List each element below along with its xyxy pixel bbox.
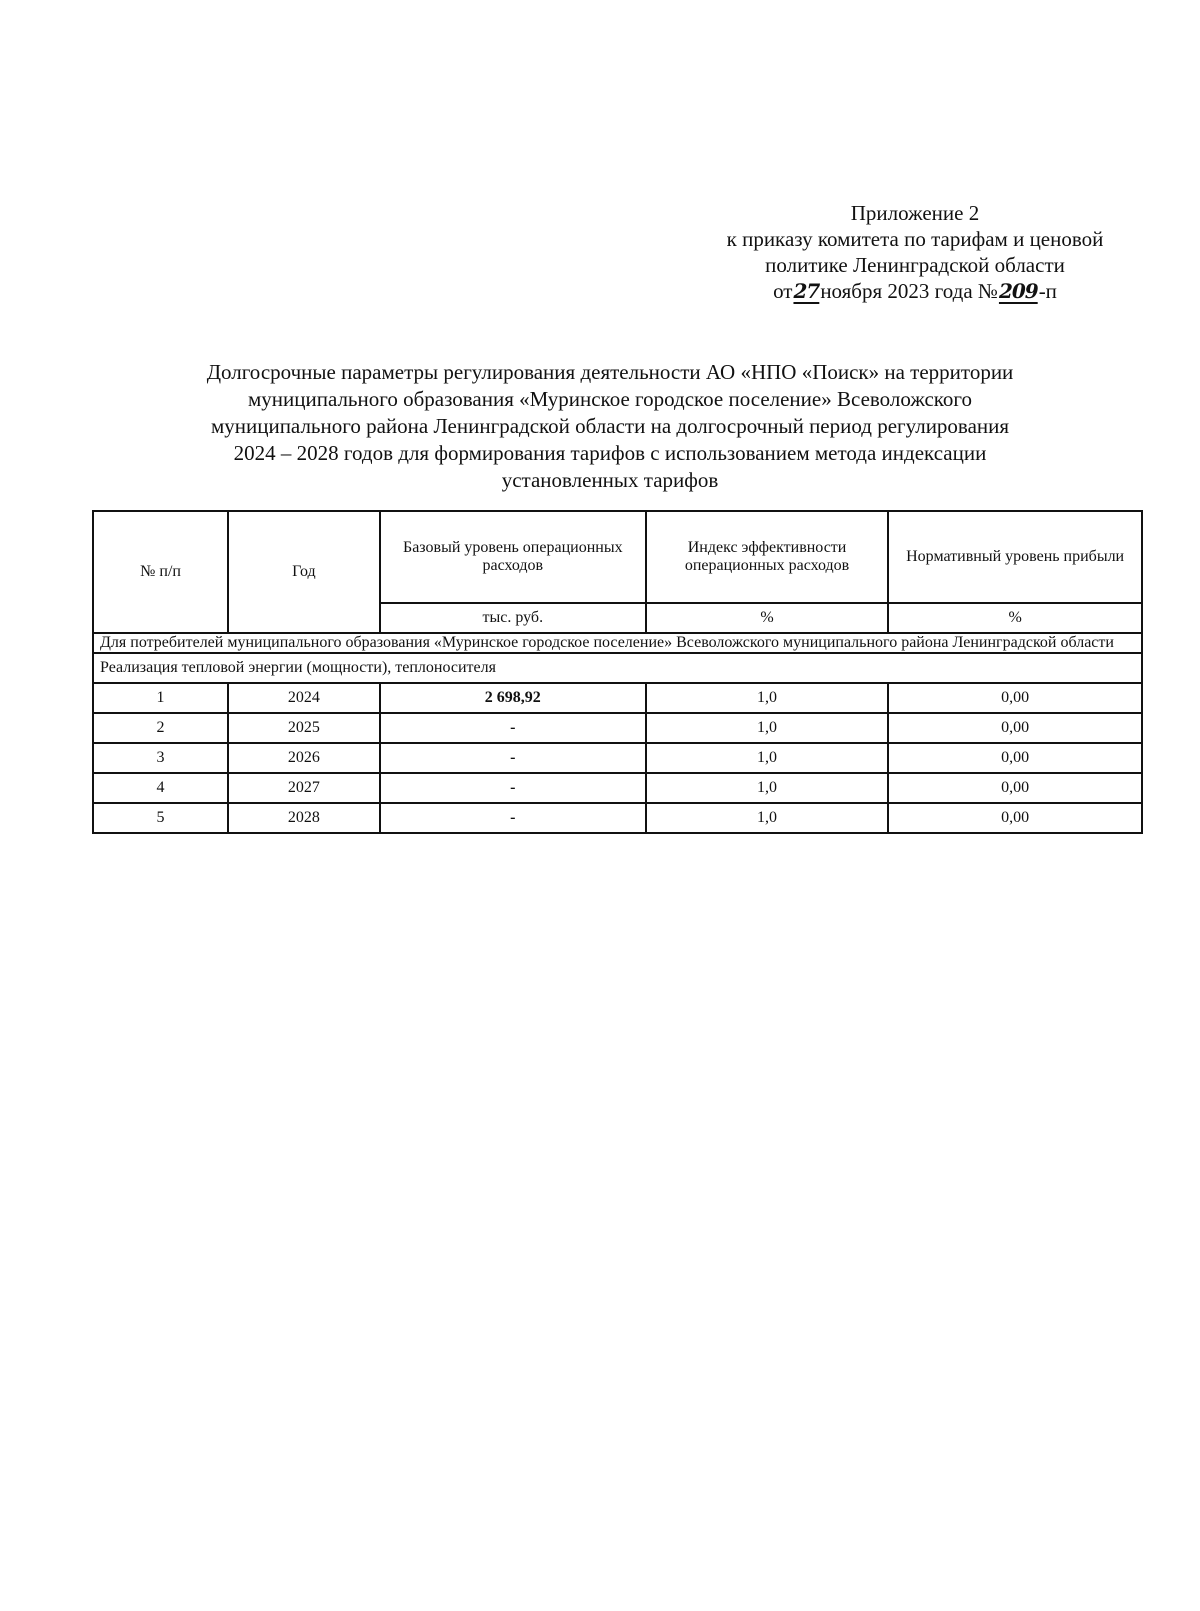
- header-year: Год: [228, 511, 380, 633]
- table-row: [93, 743, 1142, 773]
- cell-profit-level: 0,00: [888, 713, 1142, 743]
- document-title: [150, 359, 1070, 494]
- handwritten-order-number: 209: [998, 279, 1038, 303]
- date-middle: ноября 2023 года №: [820, 279, 998, 303]
- header-num: № п/п: [93, 511, 228, 633]
- appendix-order-line: к приказу комитета по тарифам и ценовой: [726, 227, 1104, 251]
- table-header-row: [93, 511, 1142, 603]
- cell-base-level: -: [380, 713, 646, 743]
- appendix-block: [690, 200, 1140, 304]
- cell-base-level: -: [380, 743, 646, 773]
- cell-year: 2025: [228, 713, 380, 743]
- cell-profit-level: 0,00: [888, 803, 1142, 833]
- cell-efficiency-index: 1,0: [646, 773, 888, 803]
- table-row: [93, 803, 1142, 833]
- date-prefix: от: [773, 279, 793, 303]
- cell-base-level: -: [380, 803, 646, 833]
- cell-efficiency-index: 1,0: [646, 743, 888, 773]
- unit-base: тыс. руб.: [380, 603, 646, 633]
- appendix-title: Приложение 2: [850, 201, 980, 225]
- cell-profit-level: 0,00: [888, 773, 1142, 803]
- header-base-level: Базовый уровень операционных расходов: [380, 511, 646, 603]
- group-consumers-text: Для потребителей муниципального образования «Муринское городское поселение» Всеволожского муниципального района Ленинградской области: [93, 633, 1142, 653]
- group-row-service: [93, 653, 1142, 683]
- appendix-committee-line: политике Ленинградской области: [765, 253, 1065, 277]
- cell-profit-level: 0,00: [888, 683, 1142, 713]
- title-line: Долгосрочные параметры регулирования деятельности АО «НПО «Поиск» на территории: [206, 360, 1014, 384]
- cell-efficiency-index: 1,0: [646, 713, 888, 743]
- title-line: муниципального образования «Муринское городское поселение» Всеволожского: [247, 387, 973, 411]
- header-efficiency-index: Индекс эффективности операционных расходов: [646, 511, 888, 603]
- cell-num: 3: [93, 743, 228, 773]
- cell-num: 5: [93, 803, 228, 833]
- group-service-text: Реализация тепловой энергии (мощности), теплоносителя: [93, 653, 1142, 683]
- cell-efficiency-index: 1,0: [646, 803, 888, 833]
- unit-profit: %: [888, 603, 1142, 633]
- handwritten-day: 27: [793, 279, 820, 303]
- title-line: установленных тарифов: [501, 468, 719, 492]
- cell-base-level: -: [380, 773, 646, 803]
- title-line: 2024 – 2028 годов для формирования тарифов с использованием метода индексации: [233, 441, 987, 465]
- header-profit-level: Нормативный уровень прибыли: [888, 511, 1142, 603]
- cell-profit-level: 0,00: [888, 743, 1142, 773]
- table-row: [93, 683, 1142, 713]
- title-line: муниципального района Ленинградской области на долгосрочный период регулирования: [210, 414, 1010, 438]
- group-row-consumers: [93, 633, 1142, 653]
- unit-index: %: [646, 603, 888, 633]
- cell-efficiency-index: 1,0: [646, 683, 888, 713]
- table-row: [93, 773, 1142, 803]
- cell-num: 2: [93, 713, 228, 743]
- cell-num: 4: [93, 773, 228, 803]
- appendix-date-line: [690, 278, 1140, 304]
- parameters-table: [92, 510, 1143, 834]
- cell-base-level: 2 698,92: [380, 683, 646, 713]
- order-number-suffix: -п: [1038, 279, 1057, 303]
- cell-year: 2027: [228, 773, 380, 803]
- cell-year: 2028: [228, 803, 380, 833]
- cell-year: 2026: [228, 743, 380, 773]
- cell-num: 1: [93, 683, 228, 713]
- table-row: [93, 713, 1142, 743]
- cell-year: 2024: [228, 683, 380, 713]
